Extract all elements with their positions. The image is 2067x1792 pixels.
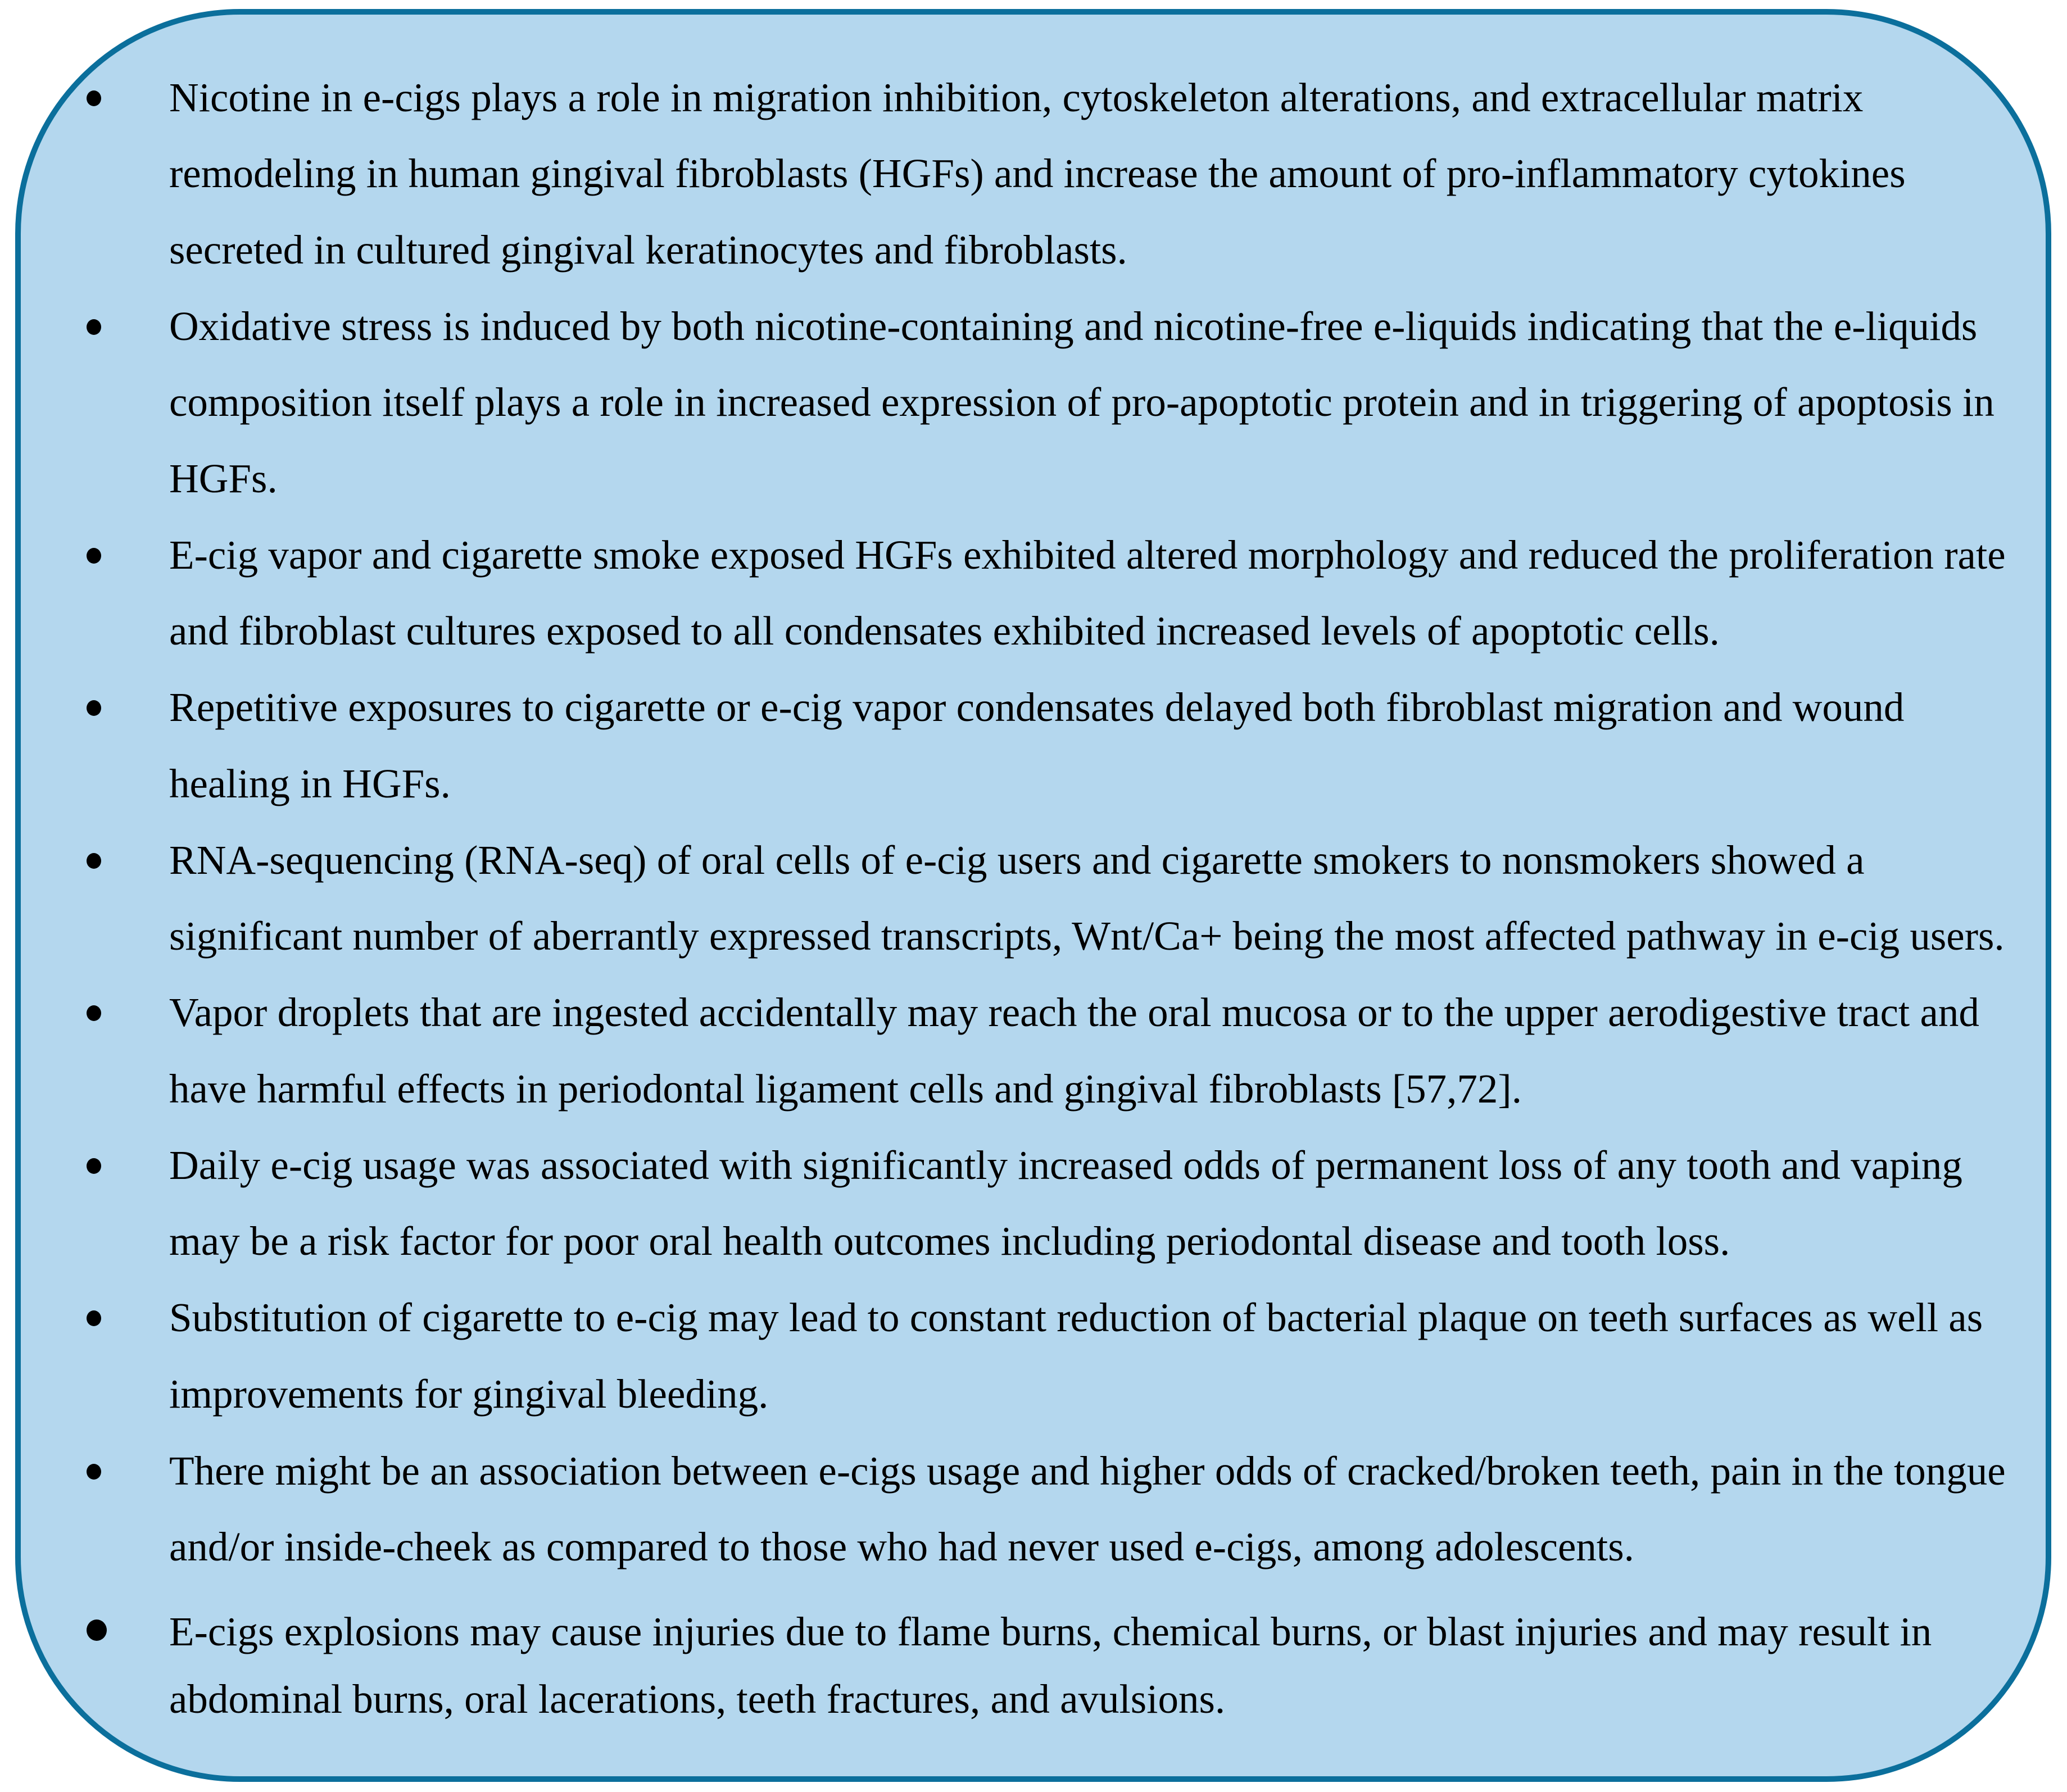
- bullet-icon: [87, 1158, 101, 1174]
- bullet-icon: [87, 700, 101, 716]
- bullet-text-line: composition itself plays a role in increased expression of pro-apoptotic protein and in triggering of apoptosis in: [169, 379, 1995, 425]
- bullet-icon: [87, 90, 101, 106]
- bullet-icon: [87, 853, 101, 869]
- bullet-text-line: significant number of aberrantly expressed transcripts, Wnt/Ca+ being the most affected pathway in e-cig users.: [169, 913, 2005, 959]
- bullet-text-line: may be a risk factor for poor oral health outcomes including periodontal disease and tooth loss.: [169, 1218, 1730, 1264]
- bullet-text-line: Repetitive exposures to cigarette or e-cig vapor condensates delayed both fibroblast migration and wound: [169, 684, 1905, 730]
- bullet-text-line: Substitution of cigarette to e-cig may lead to constant reduction of bacterial plaque on teeth surfaces as well as: [169, 1295, 1983, 1340]
- bullet-text-line: Oxidative stress is induced by both nicotine-containing and nicotine-free e-liquids indicating that the e-liquids: [169, 303, 1978, 349]
- bullet-text-line: and/or inside-cheek as compared to those who had never used e-cigs, among adolescents.: [169, 1524, 1634, 1569]
- bullet-text-line: There might be an association between e-cigs usage and higher odds of cracked/broken teeth, pain in the tongue: [169, 1448, 2006, 1494]
- bullet-text-line: E-cigs explosions may cause injuries due to flame burns, chemical burns, or blast injuries and may result in: [169, 1609, 1932, 1654]
- bullet-text-line: RNA-sequencing (RNA-seq) of oral cells of e-cig users and cigarette smokers to nonsmokers showed a: [169, 837, 1865, 883]
- bullet-text-line: Nicotine in e-cigs plays a role in migration inhibition, cytoskeleton alterations, and extracellular matrix: [169, 75, 1864, 120]
- bullet-icon: [87, 1005, 101, 1021]
- bullet-text-line: HGFs.: [169, 456, 278, 501]
- bullet-text-line: abdominal burns, oral lacerations, teeth fractures, and avulsions.: [169, 1676, 1226, 1722]
- bullet-text-line: remodeling in human gingival fibroblasts (HGFs) and increase the amount of pro-inflammatory cytokines: [169, 151, 1906, 196]
- bullet-text-line: Vapor droplets that are ingested accidentally may reach the oral mucosa or to the upper aerodigestive tract and: [169, 990, 1979, 1035]
- bullet-text-line: E-cig vapor and cigarette smoke exposed HGFs exhibited altered morphology and reduced the proliferation rate: [169, 532, 2006, 578]
- bullet-icon: [87, 1310, 101, 1326]
- bullet-text-line: and fibroblast cultures exposed to all condensates exhibited increased levels of apoptotic cells.: [169, 608, 1720, 654]
- bullet-text-line: healing in HGFs.: [169, 761, 451, 806]
- bullet-icon: [87, 319, 101, 335]
- bullet-icon: [87, 548, 101, 564]
- bullet-icon: [87, 1464, 101, 1480]
- bullet-text-line: improvements for gingival bleeding.: [169, 1371, 769, 1417]
- bullet-text-line: secreted in cultured gingival keratinocytes and fibroblasts.: [169, 227, 1127, 273]
- bullet-text-line: have harmful effects in periodontal ligament cells and gingival fibroblasts [57,72].: [169, 1066, 1522, 1112]
- bullet-text-line: Daily e-cig usage was associated with significantly increased odds of permanent loss of any tooth and vaping: [169, 1142, 1962, 1188]
- bullet-icon: [87, 1619, 107, 1641]
